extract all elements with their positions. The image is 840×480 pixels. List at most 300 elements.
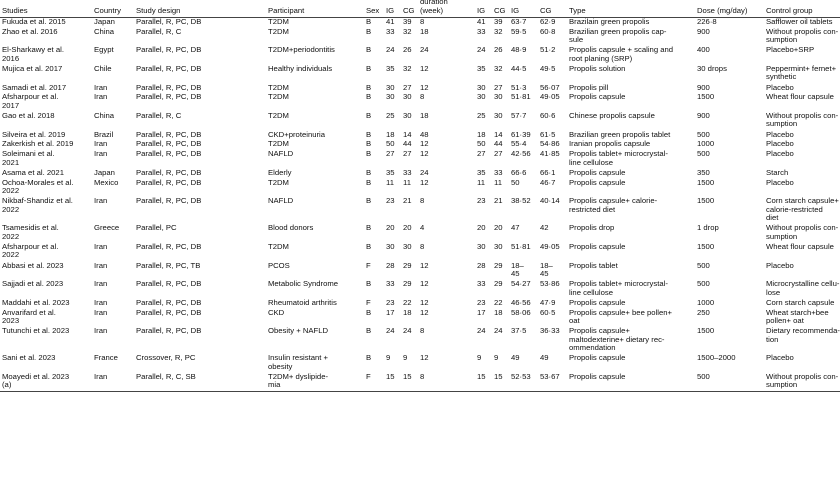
- cell-country: Greece: [94, 224, 120, 233]
- cell-participant: T2DM+ dyslipide- mia: [266, 373, 364, 392]
- cell-dose: 500: [697, 280, 710, 289]
- cell-dose: 1 drop: [697, 224, 719, 233]
- cell-study-design: Parallel, R, PC, DB: [136, 197, 202, 206]
- cell-dose: 226·8: [697, 17, 717, 26]
- cell-duration: 8: [420, 93, 425, 102]
- cell-cg-sample: 21: [403, 197, 412, 206]
- cell-cg-count: 44: [494, 140, 503, 149]
- table-row: [0, 46, 840, 65]
- cell-dose: 500: [697, 261, 710, 270]
- cell-cg-sample: 44: [403, 140, 412, 149]
- cell-sex: B: [366, 111, 372, 120]
- col-header-dose: Dose (mg/day): [695, 0, 764, 18]
- cell-sex: B: [366, 308, 372, 317]
- cell-study-name: Zakerkish et al. 2019: [2, 140, 74, 149]
- cell-country: Iran: [94, 93, 108, 102]
- cell-participant: NAFLD: [268, 197, 294, 206]
- cell-sex: F: [366, 261, 371, 270]
- cell-sex: B: [366, 242, 372, 251]
- cell-intervention-type: Brazilain green propolis: [569, 17, 650, 26]
- cell-participant: T2DM: [268, 140, 289, 149]
- cell-country: Iran: [94, 242, 108, 251]
- cell-sex: B: [366, 93, 372, 102]
- cell-study-design: Parallel, R, PC, DB: [136, 83, 202, 92]
- cell-duration: 12: [420, 308, 429, 317]
- cell-country: China: [94, 111, 115, 120]
- cell-ig-age: 61·39: [511, 130, 531, 139]
- cell-country: Iran: [94, 140, 108, 149]
- cell-cg-count: 14: [494, 130, 503, 139]
- cell-duration: 8: [420, 327, 425, 336]
- cell-cg-count: 29: [494, 280, 503, 289]
- cell-dose: 900: [697, 111, 710, 120]
- cell-control-group: Placebo+SRP: [766, 46, 815, 55]
- cell-cg-sample: 20: [403, 224, 412, 233]
- cell-cg-age: 46·7: [540, 178, 556, 187]
- cell-intervention-type: Iranian propolis capsule: [569, 140, 651, 149]
- cell-cg-sample: 30: [403, 111, 412, 120]
- cell-cg-count: 30: [494, 242, 503, 251]
- cell-sex: B: [366, 280, 372, 289]
- cell-duration: 24: [420, 46, 429, 55]
- cell-study-design: Parallel, R, PC, DB: [136, 93, 202, 102]
- col-header-control-group: Control group: [764, 0, 840, 18]
- table-row: [0, 179, 840, 198]
- cell-cg-age: 49: [540, 354, 549, 363]
- cell-cg-count: 30: [494, 111, 503, 120]
- cell-country: Japan: [94, 17, 115, 26]
- cell-study-name: Abbasi et al. 2023: [2, 261, 64, 270]
- cell-participant: T2DM+periodontitis: [268, 46, 335, 55]
- cell-cg-sample: 29: [403, 261, 412, 270]
- cell-cg-count: 29: [494, 261, 503, 270]
- cell-cg-count: 32: [494, 64, 503, 73]
- cell-cg-age: 36·33: [540, 327, 560, 336]
- cell-ig-sample: 27: [386, 150, 395, 159]
- cell-cg-sample: 26: [403, 46, 412, 55]
- col-header-type: Type: [567, 0, 695, 18]
- cell-cg-sample: 18: [403, 308, 412, 317]
- cell-study-name: Soleimani et al. 2021: [2, 150, 55, 167]
- cell-dose: 1500: [697, 93, 715, 102]
- cell-ig-age: 59·5: [511, 27, 527, 36]
- cell-study-design: Parallel, R, PC, DB: [136, 17, 202, 26]
- cell-ig-sample: 18: [386, 130, 395, 139]
- cell-control-group: Starch: [766, 168, 789, 177]
- table-row: [0, 131, 840, 141]
- cell-country: Iran: [94, 150, 108, 159]
- table-body: [0, 18, 840, 392]
- cell-ig-age: 51·81: [511, 93, 531, 102]
- cell-dose: 30 drops: [697, 64, 727, 73]
- cell-cg-age: 47·9: [540, 298, 556, 307]
- cell-duration: 8: [420, 242, 425, 251]
- cell-country: Egypt: [94, 46, 114, 55]
- cell-study-name: El-Sharkawy et al. 2016: [2, 46, 64, 63]
- cell-sex: B: [366, 46, 372, 55]
- cell-ig-sample: 25: [386, 111, 395, 120]
- cell-study-name: Gao et al. 2018: [2, 111, 55, 120]
- cell-control-group: Peppermint+ fernet+ synthetic: [766, 64, 837, 82]
- cell-ig-age: 51·3: [511, 83, 527, 92]
- cell-cg-count: 27: [494, 150, 503, 159]
- cell-country: Iran: [92, 373, 134, 392]
- cell-dose: 500: [697, 130, 710, 139]
- cell-country: Brazil: [94, 130, 114, 139]
- cell-ig-count: 27: [477, 150, 486, 159]
- table-row: [0, 18, 840, 28]
- cell-intervention-type: Propolis capsule: [569, 354, 626, 363]
- cell-study-name: Maddahi et al. 2023: [2, 298, 70, 307]
- cell-control-group: Corn starch capsule: [766, 298, 835, 307]
- cell-dose: 250: [697, 308, 710, 317]
- cell-sex: F: [364, 373, 384, 392]
- cell-ig-sample: 23: [386, 197, 395, 206]
- cell-duration: 12: [420, 150, 429, 159]
- cell-intervention-type: Brazilian green propolis tablet: [569, 130, 671, 139]
- cell-ig-count: 23: [477, 298, 486, 307]
- cell-study-design: Parallel, R, PC, DB: [136, 64, 202, 73]
- cell-duration: 12: [420, 261, 429, 270]
- cell-ig-age: 47: [511, 224, 520, 233]
- cell-cg-count: 20: [494, 224, 503, 233]
- cell-cg-count: 15: [492, 373, 509, 392]
- cell-duration: 18: [420, 27, 429, 36]
- cell-dose: 1000: [697, 140, 715, 149]
- col-header-participant: Participant: [266, 0, 364, 18]
- cell-intervention-type: Propolis capsule: [569, 93, 626, 102]
- cell-participant: T2DM: [268, 27, 289, 36]
- header-row: [0, 0, 840, 18]
- cell-ig-age: 55·4: [511, 140, 527, 149]
- cell-ig-sample: 30: [386, 83, 395, 92]
- cell-study-design: Parallel, R, C: [136, 27, 182, 36]
- cell-intervention-type: Propolis tablet: [569, 261, 618, 270]
- cell-study-design: Parallel, R, PC, DB: [136, 168, 202, 177]
- cell-ig-age: 48·9: [511, 46, 527, 55]
- cell-ig-age: 18– 45: [511, 261, 524, 278]
- cell-cg-age: 53·86: [540, 280, 560, 289]
- cell-intervention-type: Propolis capsule: [569, 178, 626, 187]
- cell-study-name: Ochoa-Morales et al. 2022: [2, 178, 74, 195]
- table-row: [0, 169, 840, 179]
- cell-participant: T2DM: [268, 111, 289, 120]
- cell-cg-age: 41·85: [540, 150, 560, 159]
- table-row: [0, 327, 840, 354]
- cell-cg-age: 54·86: [540, 140, 560, 149]
- cell-study-design: Parallel, R, C: [136, 111, 182, 120]
- cell-cg-age: 62·9: [540, 17, 556, 26]
- cell-ig-age: 46·56: [511, 298, 531, 307]
- cell-control-group: Without propolis con- sumption: [764, 373, 840, 392]
- cell-ig-sample: 20: [386, 224, 395, 233]
- cell-cg-age: 56·07: [540, 83, 560, 92]
- cell-control-group: Corn starch capsule+ calorie-restricted diet: [766, 197, 839, 222]
- cell-intervention-type: Propolis capsule: [569, 242, 626, 251]
- cell-ig-count: 30: [477, 242, 486, 251]
- col-header-sex: Sex: [364, 0, 384, 18]
- cell-control-group: Placebo: [766, 83, 794, 92]
- cell-country: Japan: [94, 168, 115, 177]
- table-row: [0, 354, 840, 373]
- cell-cg-sample: 30: [403, 242, 412, 251]
- cell-ig-age: 50: [511, 178, 520, 187]
- cell-ig-count: 20: [477, 224, 486, 233]
- cell-ig-sample: 15: [384, 373, 401, 392]
- cell-cg-age: 60·5: [540, 308, 556, 317]
- cell-ig-age: 44·5: [511, 64, 527, 73]
- cell-cg-age: 53·67: [538, 373, 567, 392]
- cell-dose: 1000: [697, 298, 715, 307]
- cell-country: Iran: [94, 298, 108, 307]
- cell-study-name: Mujica et al. 2017: [2, 64, 63, 73]
- cell-sex: B: [366, 327, 372, 336]
- table-row: [0, 150, 840, 169]
- cell-ig-age: 42·56: [511, 150, 531, 159]
- cell-dose: 1500–2000: [697, 354, 736, 363]
- cell-control-group: Wheat starch+bee pollen+ oat: [766, 308, 829, 325]
- cell-control-group: Placebo: [766, 140, 794, 149]
- cell-intervention-type: Propolis capsule: [567, 373, 695, 392]
- cell-cg-age: 61·5: [540, 130, 556, 139]
- cell-study-design: Parallel, R, PC, TB: [136, 261, 201, 270]
- col-header-cg-age: CG: [538, 0, 567, 18]
- cell-control-group: Placebo: [766, 130, 794, 139]
- cell-cg-sample: 15: [401, 373, 418, 392]
- cell-intervention-type: Propolis capsule: [569, 168, 626, 177]
- cell-control-group: Dietary recommenda- tion: [766, 327, 840, 344]
- col-header-country: Country: [92, 0, 134, 18]
- cell-ig-sample: 35: [386, 64, 395, 73]
- cell-sex: B: [366, 150, 372, 159]
- table-row: [0, 373, 840, 392]
- cell-study-design: Parallel, R, PC, DB: [136, 178, 202, 187]
- cell-intervention-type: Propolis solution: [569, 64, 626, 73]
- cell-sex: B: [366, 168, 372, 177]
- cell-control-group: Placebo: [766, 150, 794, 159]
- cell-ig-age: 52·53: [509, 373, 538, 392]
- cell-intervention-type: Propolis pill: [569, 83, 609, 92]
- cell-study-name: Afsharpour et al. 2022: [2, 242, 59, 260]
- cell-ig-count: 18: [477, 130, 486, 139]
- cell-cg-count: 32: [494, 27, 503, 36]
- cell-study-design: Parallel, R, C, SB: [134, 373, 266, 392]
- cell-cg-count: 26: [494, 46, 503, 55]
- cell-cg-count: 33: [494, 168, 503, 177]
- cell-ig-count: 41: [477, 17, 486, 26]
- cell-cg-sample: 27: [403, 150, 412, 159]
- cell-control-group: Without propolis con- sumption: [766, 224, 839, 241]
- cell-participant: CKD+proteinuria: [268, 130, 326, 139]
- cell-cg-sample: 9: [403, 354, 408, 363]
- cell-study-name: Tsamesidis et al. 2022: [2, 224, 59, 241]
- cell-country: Iran: [94, 83, 108, 92]
- cell-dose: 1500: [697, 178, 715, 187]
- cell-control-group: Placebo: [766, 261, 794, 270]
- cell-dose: 900: [697, 83, 710, 92]
- cell-dose: 400: [697, 46, 710, 55]
- cell-study-name: Afsharpour et al. 2017: [2, 93, 59, 110]
- cell-ig-sample: 35: [386, 168, 395, 177]
- cell-intervention-type: Propolis capsule+ bee pollen+ oat: [569, 308, 673, 325]
- cell-sex: B: [366, 27, 372, 36]
- cell-cg-count: 24: [494, 327, 503, 336]
- cell-cg-sample: 11: [403, 178, 411, 187]
- cell-duration: 8: [420, 197, 425, 206]
- cell-duration: 8: [420, 17, 425, 26]
- cell-participant: Blood donors: [268, 224, 314, 233]
- cell-country: Chile: [94, 64, 112, 73]
- cell-ig-age: 49: [511, 354, 520, 363]
- cell-control-group: Wheat flour capsule: [766, 93, 834, 102]
- cell-duration: 4: [420, 224, 425, 233]
- cell-study-design: Parallel, R, PC, DB: [136, 308, 202, 317]
- cell-participant: Healthy individuals: [268, 64, 333, 73]
- cell-duration: 8: [418, 373, 475, 392]
- cell-study-name: Moayedi et al. 2023 (a): [0, 373, 92, 392]
- cell-ig-sample: 28: [386, 261, 395, 270]
- cell-ig-sample: 41: [386, 17, 395, 26]
- cell-study-name: Zhao et al. 2016: [2, 27, 58, 36]
- cell-cg-age: 42: [540, 224, 549, 233]
- cell-study-name: Fukuda et al. 2015: [2, 17, 66, 26]
- cell-control-group: Microcrystalline cellu- lose: [766, 280, 840, 297]
- cell-sex: B: [366, 83, 372, 92]
- cell-duration: 24: [420, 168, 429, 177]
- cell-study-name: Sajjadi et al. 2023: [2, 280, 64, 289]
- cell-cg-sample: 39: [403, 17, 412, 26]
- cell-ig-age: 37·5: [511, 327, 527, 336]
- cell-duration: 48: [420, 130, 429, 139]
- cell-cg-count: 30: [494, 93, 503, 102]
- cell-cg-count: 18: [494, 308, 503, 317]
- cell-ig-sample: 17: [386, 308, 395, 317]
- table-row: [0, 84, 840, 94]
- cell-cg-count: 21: [494, 197, 503, 206]
- cell-ig-count: 23: [477, 197, 486, 206]
- cell-ig-age: 38·52: [511, 197, 531, 206]
- cell-intervention-type: Propolis capsule+ calorie- restricted diet: [569, 197, 658, 214]
- cell-ig-sample: 33: [386, 27, 395, 36]
- cell-intervention-type: Propolis tablet+ microcrystal- line cellulose: [569, 150, 668, 167]
- cell-duration: 12: [420, 298, 429, 307]
- table-row: [0, 280, 840, 299]
- cell-control-group: Placebo: [766, 178, 794, 187]
- cell-dose: 350: [697, 168, 710, 177]
- cell-ig-sample: 11: [386, 178, 394, 187]
- cell-ig-age: 58·06: [511, 308, 531, 317]
- cell-control-group: Safflower oil tablets: [766, 17, 833, 26]
- cell-country: Iran: [94, 280, 108, 289]
- cell-duration: 12: [420, 64, 429, 73]
- cell-ig-sample: 50: [386, 140, 395, 149]
- cell-intervention-type: Propolis capsule: [569, 298, 626, 307]
- cell-study-design: Parallel, R, PC, DB: [136, 242, 202, 251]
- cell-country: China: [94, 27, 115, 36]
- cell-ig-count: 15: [475, 373, 492, 392]
- table-row: [0, 28, 840, 47]
- table-row: [0, 262, 840, 281]
- cell-dose: 900: [697, 27, 710, 36]
- cell-participant: T2DM: [268, 178, 289, 187]
- cell-sex: F: [366, 298, 371, 307]
- table-row: [0, 93, 840, 112]
- cell-ig-count: 11: [477, 178, 485, 187]
- cell-study-design: Parallel, R, PC, DB: [136, 140, 202, 149]
- cell-cg-count: 22: [494, 298, 503, 307]
- cell-ig-sample: 30: [386, 242, 395, 251]
- cell-study-name: Samadi et al. 2017: [2, 83, 67, 92]
- cell-study-name: Asama et al. 2021: [2, 168, 64, 177]
- cell-participant: PCOS: [268, 261, 290, 270]
- cell-participant: Obesity + NAFLD: [268, 327, 329, 336]
- cell-sex: B: [366, 130, 372, 139]
- cell-participant: NAFLD: [268, 150, 294, 159]
- cell-participant: T2DM: [268, 242, 289, 251]
- cell-intervention-type: Propolis capsule + scaling and root planing (SRP): [569, 46, 674, 63]
- cell-cg-sample: 22: [403, 298, 412, 307]
- cell-ig-count: 17: [477, 308, 486, 317]
- cell-ig-count: 9: [477, 354, 482, 363]
- cell-country: Iran: [94, 308, 108, 317]
- cell-cg-count: 9: [494, 354, 499, 363]
- cell-ig-sample: 9: [386, 354, 391, 363]
- cell-cg-age: 18– 45: [540, 261, 553, 278]
- cell-ig-age: 54·27: [511, 280, 531, 289]
- cell-country: Mexico: [94, 178, 119, 187]
- cell-cg-count: 27: [494, 83, 503, 92]
- cell-control-group: Without propolis con- sumption: [766, 111, 839, 129]
- cell-ig-count: 24: [477, 327, 486, 336]
- cell-intervention-type: Propolis tablet+ microcrystal- line cellulose: [569, 280, 668, 297]
- col-header-cg-sample: CG: [401, 0, 418, 18]
- cell-cg-sample: 29: [403, 280, 412, 289]
- cell-cg-sample: 30: [403, 93, 412, 102]
- table-row: [0, 243, 840, 262]
- cell-sex: B: [366, 178, 372, 187]
- cell-study-design: Crossover, R, PC: [136, 354, 196, 363]
- cell-cg-age: 49·05: [540, 93, 560, 102]
- cell-country: Iran: [94, 261, 108, 270]
- cell-dose: 1500: [697, 327, 715, 336]
- cell-participant: Elderly: [268, 168, 292, 177]
- cell-ig-age: 63·7: [511, 17, 527, 26]
- cell-intervention-type: Propolis capsule+ maltodexterine+ dietary rec- ommendation: [569, 327, 665, 352]
- cell-ig-count: 24: [477, 46, 486, 55]
- cell-cg-age: 40·14: [540, 197, 560, 206]
- cell-participant: Rheumatoid arthritis: [268, 298, 337, 307]
- cell-participant: Insulin resistant + obesity: [268, 354, 329, 371]
- cell-study-design: Parallel, R, PC, DB: [136, 327, 202, 336]
- cell-ig-count: 33: [477, 280, 486, 289]
- table-row: [0, 65, 840, 84]
- table-row: [0, 140, 840, 150]
- cell-cg-count: 11: [494, 178, 502, 187]
- cell-ig-count: 30: [477, 83, 486, 92]
- cell-ig-count: 35: [477, 64, 486, 73]
- cell-intervention-type: Chinese propolis capsule: [569, 111, 655, 120]
- cell-ig-sample: 30: [386, 93, 395, 102]
- cell-duration: 12: [420, 83, 429, 92]
- cell-cg-age: 49·05: [540, 242, 560, 251]
- cell-cg-sample: 24: [403, 327, 412, 336]
- col-header-studies: Studies: [0, 0, 92, 18]
- cell-study-design: Parallel, R, PC, DB: [136, 298, 202, 307]
- table-row: [0, 299, 840, 309]
- cell-country: Iran: [94, 327, 108, 336]
- cell-ig-sample: 24: [386, 327, 395, 336]
- cell-study-design: Parallel, PC: [136, 224, 177, 233]
